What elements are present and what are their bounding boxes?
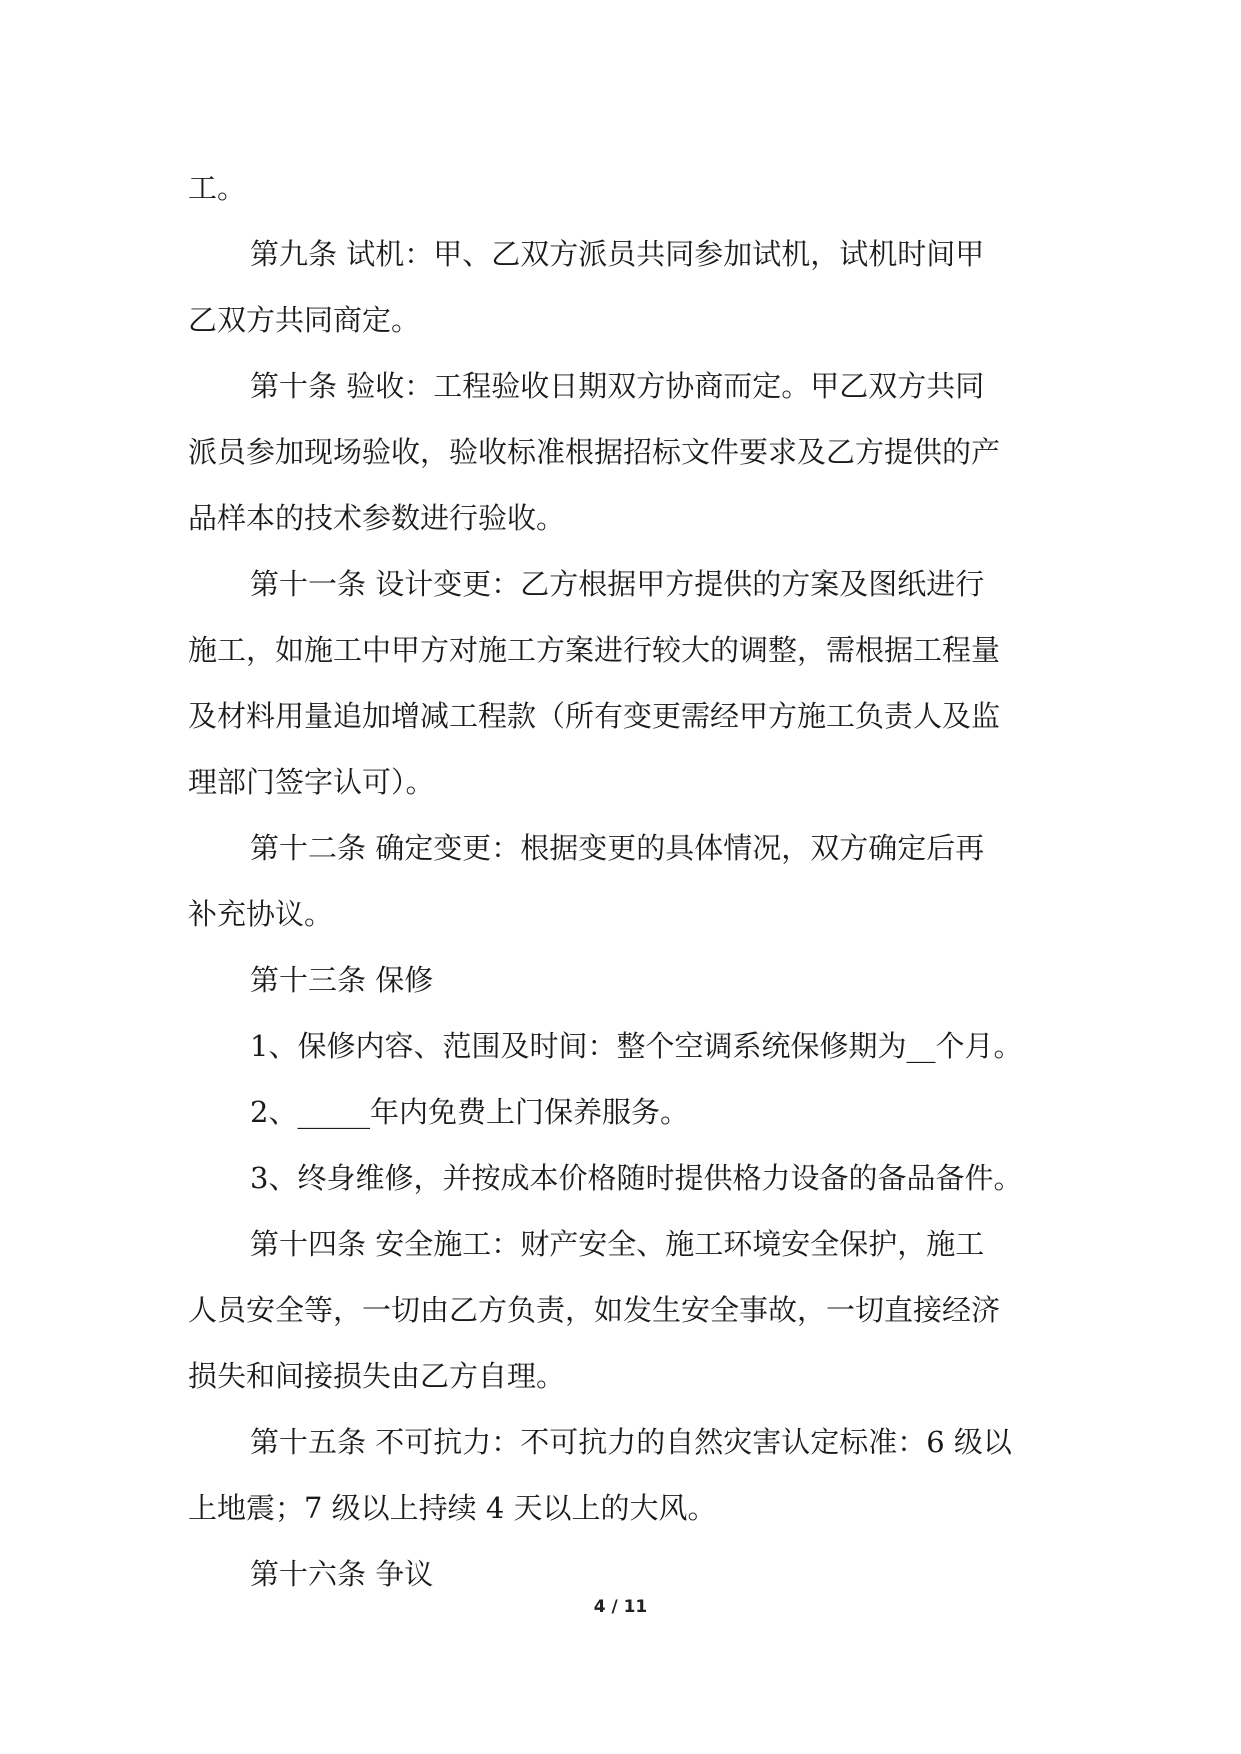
- clause-16-title: 第十六条 争议: [250, 1557, 434, 1591]
- text-line: 施工，如施工中甲方对施工方案进行较大的调整，需根据工程量: [188, 633, 1001, 667]
- clause-11-title: 第十一条 设计变更：乙方根据甲方提供的方案及图纸进行: [250, 567, 985, 601]
- text-line: 人员安全等，一切由乙方负责，如发生安全事故，一切直接经济: [188, 1293, 1001, 1327]
- text-line: 损失和间接损失由乙方自理。: [188, 1359, 566, 1393]
- list-item: 1、保修内容、范围及时间：整个空调系统保修期为__个月。: [250, 1029, 1023, 1063]
- text-line: 工。: [188, 171, 247, 205]
- text-line: 及材料用量追加增减工程款（所有变更需经甲方施工负责人及监: [188, 699, 1001, 733]
- page-number: 4 / 11: [593, 1597, 648, 1617]
- document-body: [188, 155, 1068, 1607]
- clause-14-title: 第十四条 安全施工：财产安全、施工环境安全保护，施工: [250, 1227, 985, 1261]
- list-item: 3、终身维修，并按成本价格随时提供格力设备的备品备件。: [250, 1161, 1023, 1195]
- clause-10-title: 第十条 验收：工程验收日期双方协商而定。甲乙双方共同: [250, 369, 985, 403]
- clause-12-title: 第十二条 确定变更：根据变更的具体情况，双方确定后再: [250, 831, 985, 865]
- text-line: 上地震；7 级以上持续 4 天以上的大风。: [188, 1491, 717, 1525]
- text-line: 补充协议。: [188, 897, 334, 931]
- clause-15-title: 第十五条 不可抗力：不可抗力的自然灾害认定标准：6 级以: [250, 1425, 1012, 1459]
- text-line: 乙双方共同商定。: [188, 303, 421, 337]
- clause-9-title: 第九条 试机：甲、乙双方派员共同参加试机，试机时间甲: [250, 237, 985, 271]
- text-line: 理部门签字认可）。: [188, 765, 435, 799]
- text-line: 派员参加现场验收，验收标准根据招标文件要求及乙方提供的产: [188, 435, 1001, 469]
- list-item: 2、_____年内免费上门保养服务。: [250, 1095, 689, 1129]
- clause-13-title: 第十三条 保修: [250, 963, 434, 997]
- text-line: 品样本的技术参数进行验收。: [188, 501, 566, 535]
